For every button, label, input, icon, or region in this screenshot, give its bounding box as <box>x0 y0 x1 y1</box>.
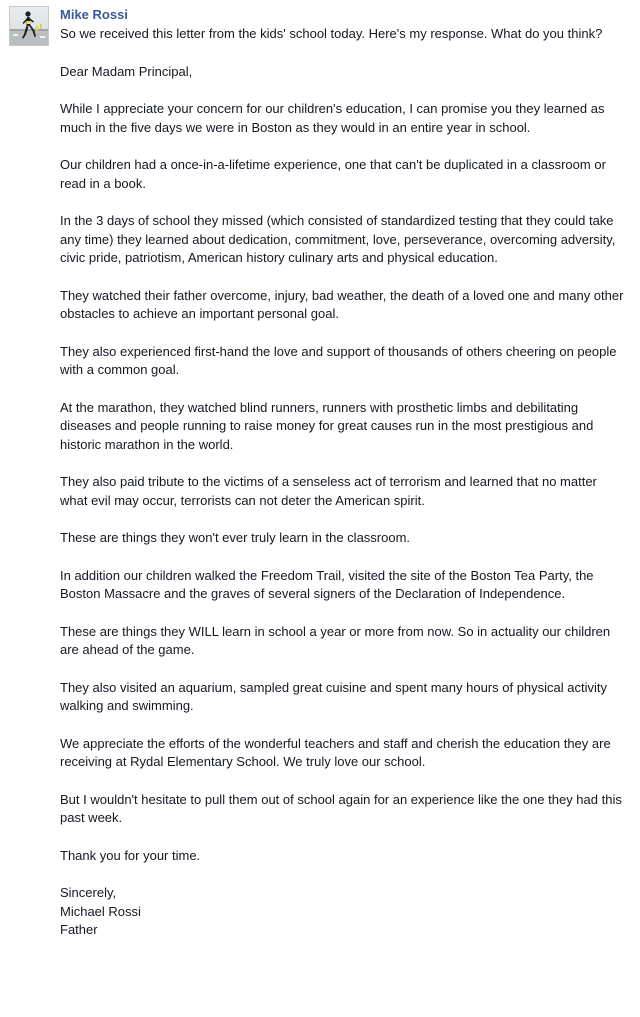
letter-paragraph: These are things they won't ever truly learn in the classroom. <box>60 530 411 545</box>
letter-signature-name: Michael Rossi <box>60 903 141 919</box>
letter-signoff <box>60 884 625 940</box>
letter-paragraph: Our children had a once-in-a-lifetime experience, one that can't be duplicated in a classroom or read in a book. <box>60 157 606 191</box>
letter-salutation: Dear Madam Principal, <box>60 63 193 79</box>
profile-photo-runner-icon <box>10 7 48 45</box>
letter-paragraph: They also visited an aquarium, sampled great cuisine and spent many hours of physical activity walking and swimming. <box>60 679 608 713</box>
avatar[interactable] <box>9 6 49 46</box>
letter-paragraph: In addition our children walked the Freedom Trail, visited the site of the Boston Tea Party, the Boston Massacre and the graves of several signers of the Declaration of Independence. <box>60 567 594 601</box>
post-author-name[interactable]: Mike Rossi <box>60 7 128 22</box>
post-body <box>60 25 625 940</box>
letter-paragraph: But I wouldn't hesitate to pull them out of school again for an experience like the one they had this past week. <box>60 791 622 825</box>
letter-paragraph: In the 3 days of school they missed (which consisted of standardized testing that they could take any time) they learned about dedication, commitment, love, perseverance, overcoming adversity, civic pride, patriotism, American history culinary arts and physical education. <box>60 213 616 265</box>
letter-paragraph: At the marathon, they watched blind runners, runners with prosthetic limbs and debilitating diseases and people running to raise money for great causes run in the most prestigious and historic marathon in the world. <box>60 399 594 452</box>
letter-closing: Sincerely, <box>60 885 117 900</box>
letter-paragraph: These are things they WILL learn in school a year or more from now. So in actuality our children are ahead of the game. <box>60 623 611 657</box>
letter-paragraph: They also paid tribute to the victims of a senseless act of terrorism and learned that no matter what evil may occur, terrorists can not deter the American spirit. <box>60 474 597 508</box>
letter-paragraph: While I appreciate your concern for our children's education, I can promise you they learned as much in the five days we were in Boston as they would in an entire year in school. <box>60 101 605 135</box>
letter-paragraph: They watched their father overcome, injury, bad weather, the death of a loved one and many other obstacles to achieve an important personal goal. <box>60 287 624 321</box>
letter-paragraph: They also experienced first-hand the love and support of thousands of others cheering on people with a common goal. <box>60 343 617 377</box>
letter-signature-title: Father <box>60 922 98 937</box>
letter-paragraph: We appreciate the efforts of the wonderful teachers and staff and cherish the education they are receiving at Rydal Elementary School. We truly love our school. <box>60 735 611 769</box>
letter <box>60 63 625 940</box>
letter-paragraph: Thank you for your time. <box>60 847 201 863</box>
post-intro-text: So we received this letter from the kids' school today. Here's my response. What do you think? <box>60 26 603 41</box>
